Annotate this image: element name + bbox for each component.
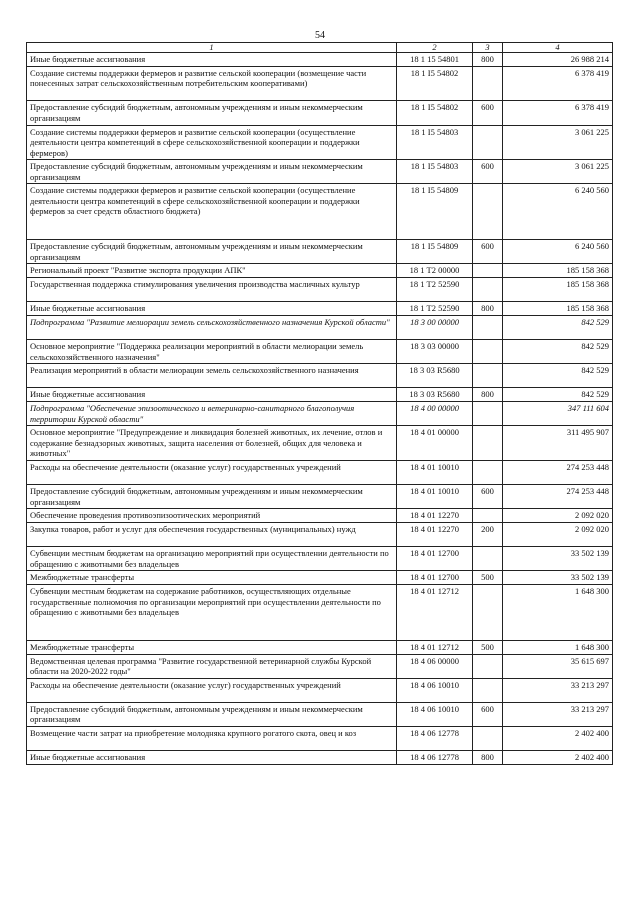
row-name-cell: Предоставление субсидий бюджетным, автономным учреждениям и иным некоммерческим организациям [27, 160, 397, 184]
table-row [27, 240, 613, 264]
row-type-cell [473, 364, 503, 388]
row-code-cell: 18 1 I5 54802 [397, 101, 473, 125]
row-name-cell: Предоставление субсидий бюджетным, автономным учреждениям и иным некоммерческим организациям [27, 702, 397, 726]
row-name-cell: Предоставление субсидий бюджетным, автономным учреждениям и иным некоммерческим организациям [27, 101, 397, 125]
row-code-cell: 18 4 01 12270 [397, 523, 473, 547]
table-row [27, 585, 613, 641]
row-code-cell: 18 3 00 00000 [397, 315, 473, 339]
row-name-cell: Межбюджетные трансферты [27, 571, 397, 585]
table-row [27, 184, 613, 240]
row-type-cell: 600 [473, 485, 503, 509]
table-row [27, 340, 613, 364]
page-number: 54 [315, 30, 325, 41]
row-type-cell: 600 [473, 160, 503, 184]
table-row [27, 264, 613, 278]
table-row [27, 66, 613, 101]
row-sum-cell: 6 378 419 [503, 66, 613, 101]
row-code-cell: 18 1 I5 54803 [397, 125, 473, 160]
table-row [27, 388, 613, 402]
row-code-cell: 18 4 06 00000 [397, 654, 473, 678]
row-name-cell: Государственная поддержка стимулирования увеличения производства масличных культур [27, 278, 397, 302]
row-sum-cell: 842 529 [503, 364, 613, 388]
table-row [27, 461, 613, 485]
row-code-cell: 18 1 I5 54803 [397, 160, 473, 184]
row-code-cell: 18 4 01 12700 [397, 547, 473, 571]
row-sum-cell: 33 502 139 [503, 571, 613, 585]
row-sum-cell: 1 648 300 [503, 585, 613, 641]
table-row [27, 278, 613, 302]
table-row [27, 315, 613, 339]
table-row [27, 702, 613, 726]
table-row [27, 727, 613, 751]
row-sum-cell: 33 213 297 [503, 702, 613, 726]
row-sum-cell: 185 158 368 [503, 302, 613, 316]
row-name-cell: Основное мероприятие "Поддержка реализации мероприятий в области мелиорации земель сельскохозяйственного назначения" [27, 340, 397, 364]
row-name-cell: Межбюджетные трансферты [27, 640, 397, 654]
row-sum-cell: 33 502 139 [503, 547, 613, 571]
row-sum-cell: 842 529 [503, 315, 613, 339]
row-sum-cell: 6 378 419 [503, 101, 613, 125]
row-sum-cell: 311 495 907 [503, 426, 613, 461]
row-name-cell: Субвенции местным бюджетам на содержание работников, осуществляющих отдельные государственные полномочия по организации мероприятий при осуществлении деятельности по обращению с животными без владельцев [27, 585, 397, 641]
row-code-cell: 18 4 01 10010 [397, 461, 473, 485]
table-header-row [27, 43, 613, 53]
table-row [27, 125, 613, 160]
row-code-cell: 18 1 I5 54809 [397, 240, 473, 264]
row-code-cell: 18 1 I5 54809 [397, 184, 473, 240]
row-sum-cell: 3 061 225 [503, 125, 613, 160]
row-sum-cell: 185 158 368 [503, 278, 613, 302]
row-name-cell: Обеспечение проведения противоэпизоотических мероприятий [27, 509, 397, 523]
row-name-cell: Создание системы поддержки фермеров и развитие сельской кооперации (осуществление деятельности центра компетенций в сфере сельскохозяйственной кооперации и поддержки фермеров за счет средств областного бюджета) [27, 184, 397, 240]
table-row [27, 101, 613, 125]
row-code-cell: 18 4 00 00000 [397, 402, 473, 426]
row-sum-cell: 347 111 604 [503, 402, 613, 426]
row-code-cell: 18 3 03 R5680 [397, 388, 473, 402]
table-row [27, 678, 613, 702]
row-sum-cell: 842 529 [503, 388, 613, 402]
row-code-cell: 18 3 03 R5680 [397, 364, 473, 388]
table-row [27, 547, 613, 571]
row-type-cell [473, 402, 503, 426]
row-sum-cell: 2 402 400 [503, 751, 613, 765]
row-code-cell: 18 1 I5 54802 [397, 66, 473, 101]
table-body [27, 53, 613, 765]
table-row [27, 654, 613, 678]
table-row [27, 53, 613, 67]
row-sum-cell: 1 648 300 [503, 640, 613, 654]
row-name-cell: Создание системы поддержки фермеров и развитие сельской кооперации (осуществление деятельности центра компетенций в сфере сельскохозяйственной кооперации и поддержки фермеров) [27, 125, 397, 160]
row-type-cell [473, 461, 503, 485]
row-type-cell: 800 [473, 388, 503, 402]
row-sum-cell: 842 529 [503, 340, 613, 364]
row-type-cell: 500 [473, 571, 503, 585]
row-code-cell: 18 4 01 10010 [397, 485, 473, 509]
row-sum-cell: 26 988 214 [503, 53, 613, 67]
row-type-cell [473, 678, 503, 702]
row-type-cell [473, 340, 503, 364]
table-row [27, 160, 613, 184]
row-code-cell: 18 4 01 00000 [397, 426, 473, 461]
row-code-cell: 18 1 15 54801 [397, 53, 473, 67]
row-code-cell: 18 4 06 10010 [397, 702, 473, 726]
row-name-cell: Субвенции местным бюджетам на организацию мероприятий при осуществлении деятельности по обращению с животными без владельцев [27, 547, 397, 571]
table-row [27, 509, 613, 523]
row-sum-cell: 185 158 368 [503, 264, 613, 278]
row-sum-cell: 274 253 448 [503, 461, 613, 485]
row-type-cell [473, 654, 503, 678]
row-type-cell: 800 [473, 751, 503, 765]
row-name-cell: Предоставление субсидий бюджетным, автономным учреждениям и иным некоммерческим организациям [27, 485, 397, 509]
row-name-cell: Закупка товаров, работ и услуг для обеспечения государственных (муниципальных) нужд [27, 523, 397, 547]
row-name-cell: Иные бюджетные ассигнования [27, 751, 397, 765]
row-sum-cell: 33 213 297 [503, 678, 613, 702]
row-code-cell: 18 1 T2 52590 [397, 278, 473, 302]
table-row [27, 751, 613, 765]
row-code-cell: 18 4 06 12778 [397, 727, 473, 751]
row-name-cell: Иные бюджетные ассигнования [27, 302, 397, 316]
row-sum-cell: 274 253 448 [503, 485, 613, 509]
row-name-cell: Возмещение части затрат на приобретение молодняка крупного рогатого скота, овец и коз [27, 727, 397, 751]
row-type-cell [473, 125, 503, 160]
row-type-cell: 600 [473, 101, 503, 125]
row-sum-cell: 35 615 697 [503, 654, 613, 678]
row-sum-cell: 2 402 400 [503, 727, 613, 751]
row-sum-cell: 3 061 225 [503, 160, 613, 184]
header-col-3: 3 [473, 43, 503, 53]
row-type-cell [473, 727, 503, 751]
row-code-cell: 18 4 01 12712 [397, 585, 473, 641]
row-type-cell [473, 509, 503, 523]
row-name-cell: Подпрограмма "Обеспечение эпизоотического и ветеринарно-санитарного благополучия территории Курской области" [27, 402, 397, 426]
row-type-cell [473, 278, 503, 302]
row-name-cell: Региональный проект "Развитие экспорта продукции АПК" [27, 264, 397, 278]
row-sum-cell: 6 240 560 [503, 240, 613, 264]
budget-table [26, 42, 613, 765]
row-code-cell: 18 4 06 10010 [397, 678, 473, 702]
row-name-cell: Иные бюджетные ассигнования [27, 388, 397, 402]
row-type-cell: 800 [473, 302, 503, 316]
row-code-cell: 18 1 T2 00000 [397, 264, 473, 278]
row-code-cell: 18 3 03 00000 [397, 340, 473, 364]
row-type-cell [473, 315, 503, 339]
row-type-cell [473, 585, 503, 641]
row-type-cell [473, 547, 503, 571]
header-col-4: 4 [503, 43, 613, 53]
row-type-cell: 800 [473, 53, 503, 67]
row-code-cell: 18 4 01 12712 [397, 640, 473, 654]
row-sum-cell: 6 240 560 [503, 184, 613, 240]
table-row [27, 571, 613, 585]
row-type-cell [473, 264, 503, 278]
row-name-cell: Расходы на обеспечение деятельности (оказание услуг) государственных учреждений [27, 461, 397, 485]
row-name-cell: Реализация мероприятий в области мелиорации земель сельскохозяйственного назначения [27, 364, 397, 388]
row-name-cell: Ведомственная целевая программа "Развитие государственной ветеринарной службы Курской области на 2020-2022 годы" [27, 654, 397, 678]
row-name-cell: Подпрограмма "Развитие мелиорации земель сельскохозяйственного назначения Курской области" [27, 315, 397, 339]
table-row [27, 485, 613, 509]
table-row [27, 402, 613, 426]
row-sum-cell: 2 092 020 [503, 523, 613, 547]
row-type-cell [473, 426, 503, 461]
row-type-cell [473, 66, 503, 101]
row-code-cell: 18 4 01 12700 [397, 571, 473, 585]
row-code-cell: 18 1 T2 52590 [397, 302, 473, 316]
row-code-cell: 18 4 01 12270 [397, 509, 473, 523]
header-col-1: 1 [27, 43, 397, 53]
row-type-cell [473, 184, 503, 240]
row-name-cell: Иные бюджетные ассигнования [27, 53, 397, 67]
row-name-cell: Основное мероприятие "Предупреждение и ликвидация болезней животных, их лечение, отлов и содержание безнадзорных животных, защита населения от болезней, общих для человека и животных" [27, 426, 397, 461]
table-row [27, 364, 613, 388]
row-sum-cell: 2 092 020 [503, 509, 613, 523]
row-type-cell: 600 [473, 702, 503, 726]
row-type-cell: 500 [473, 640, 503, 654]
table-row [27, 302, 613, 316]
row-type-cell: 600 [473, 240, 503, 264]
row-code-cell: 18 4 06 12778 [397, 751, 473, 765]
header-col-2: 2 [397, 43, 473, 53]
table-row [27, 426, 613, 461]
table-row [27, 523, 613, 547]
row-name-cell: Создание системы поддержки фермеров и развитие сельской кооперации (возмещение части понесенных затрат сельскохозяйственным потребительским кооперативами) [27, 66, 397, 101]
table-row [27, 640, 613, 654]
row-name-cell: Расходы на обеспечение деятельности (оказание услуг) государственных учреждений [27, 678, 397, 702]
row-name-cell: Предоставление субсидий бюджетным, автономным учреждениям и иным некоммерческим организациям [27, 240, 397, 264]
row-type-cell: 200 [473, 523, 503, 547]
